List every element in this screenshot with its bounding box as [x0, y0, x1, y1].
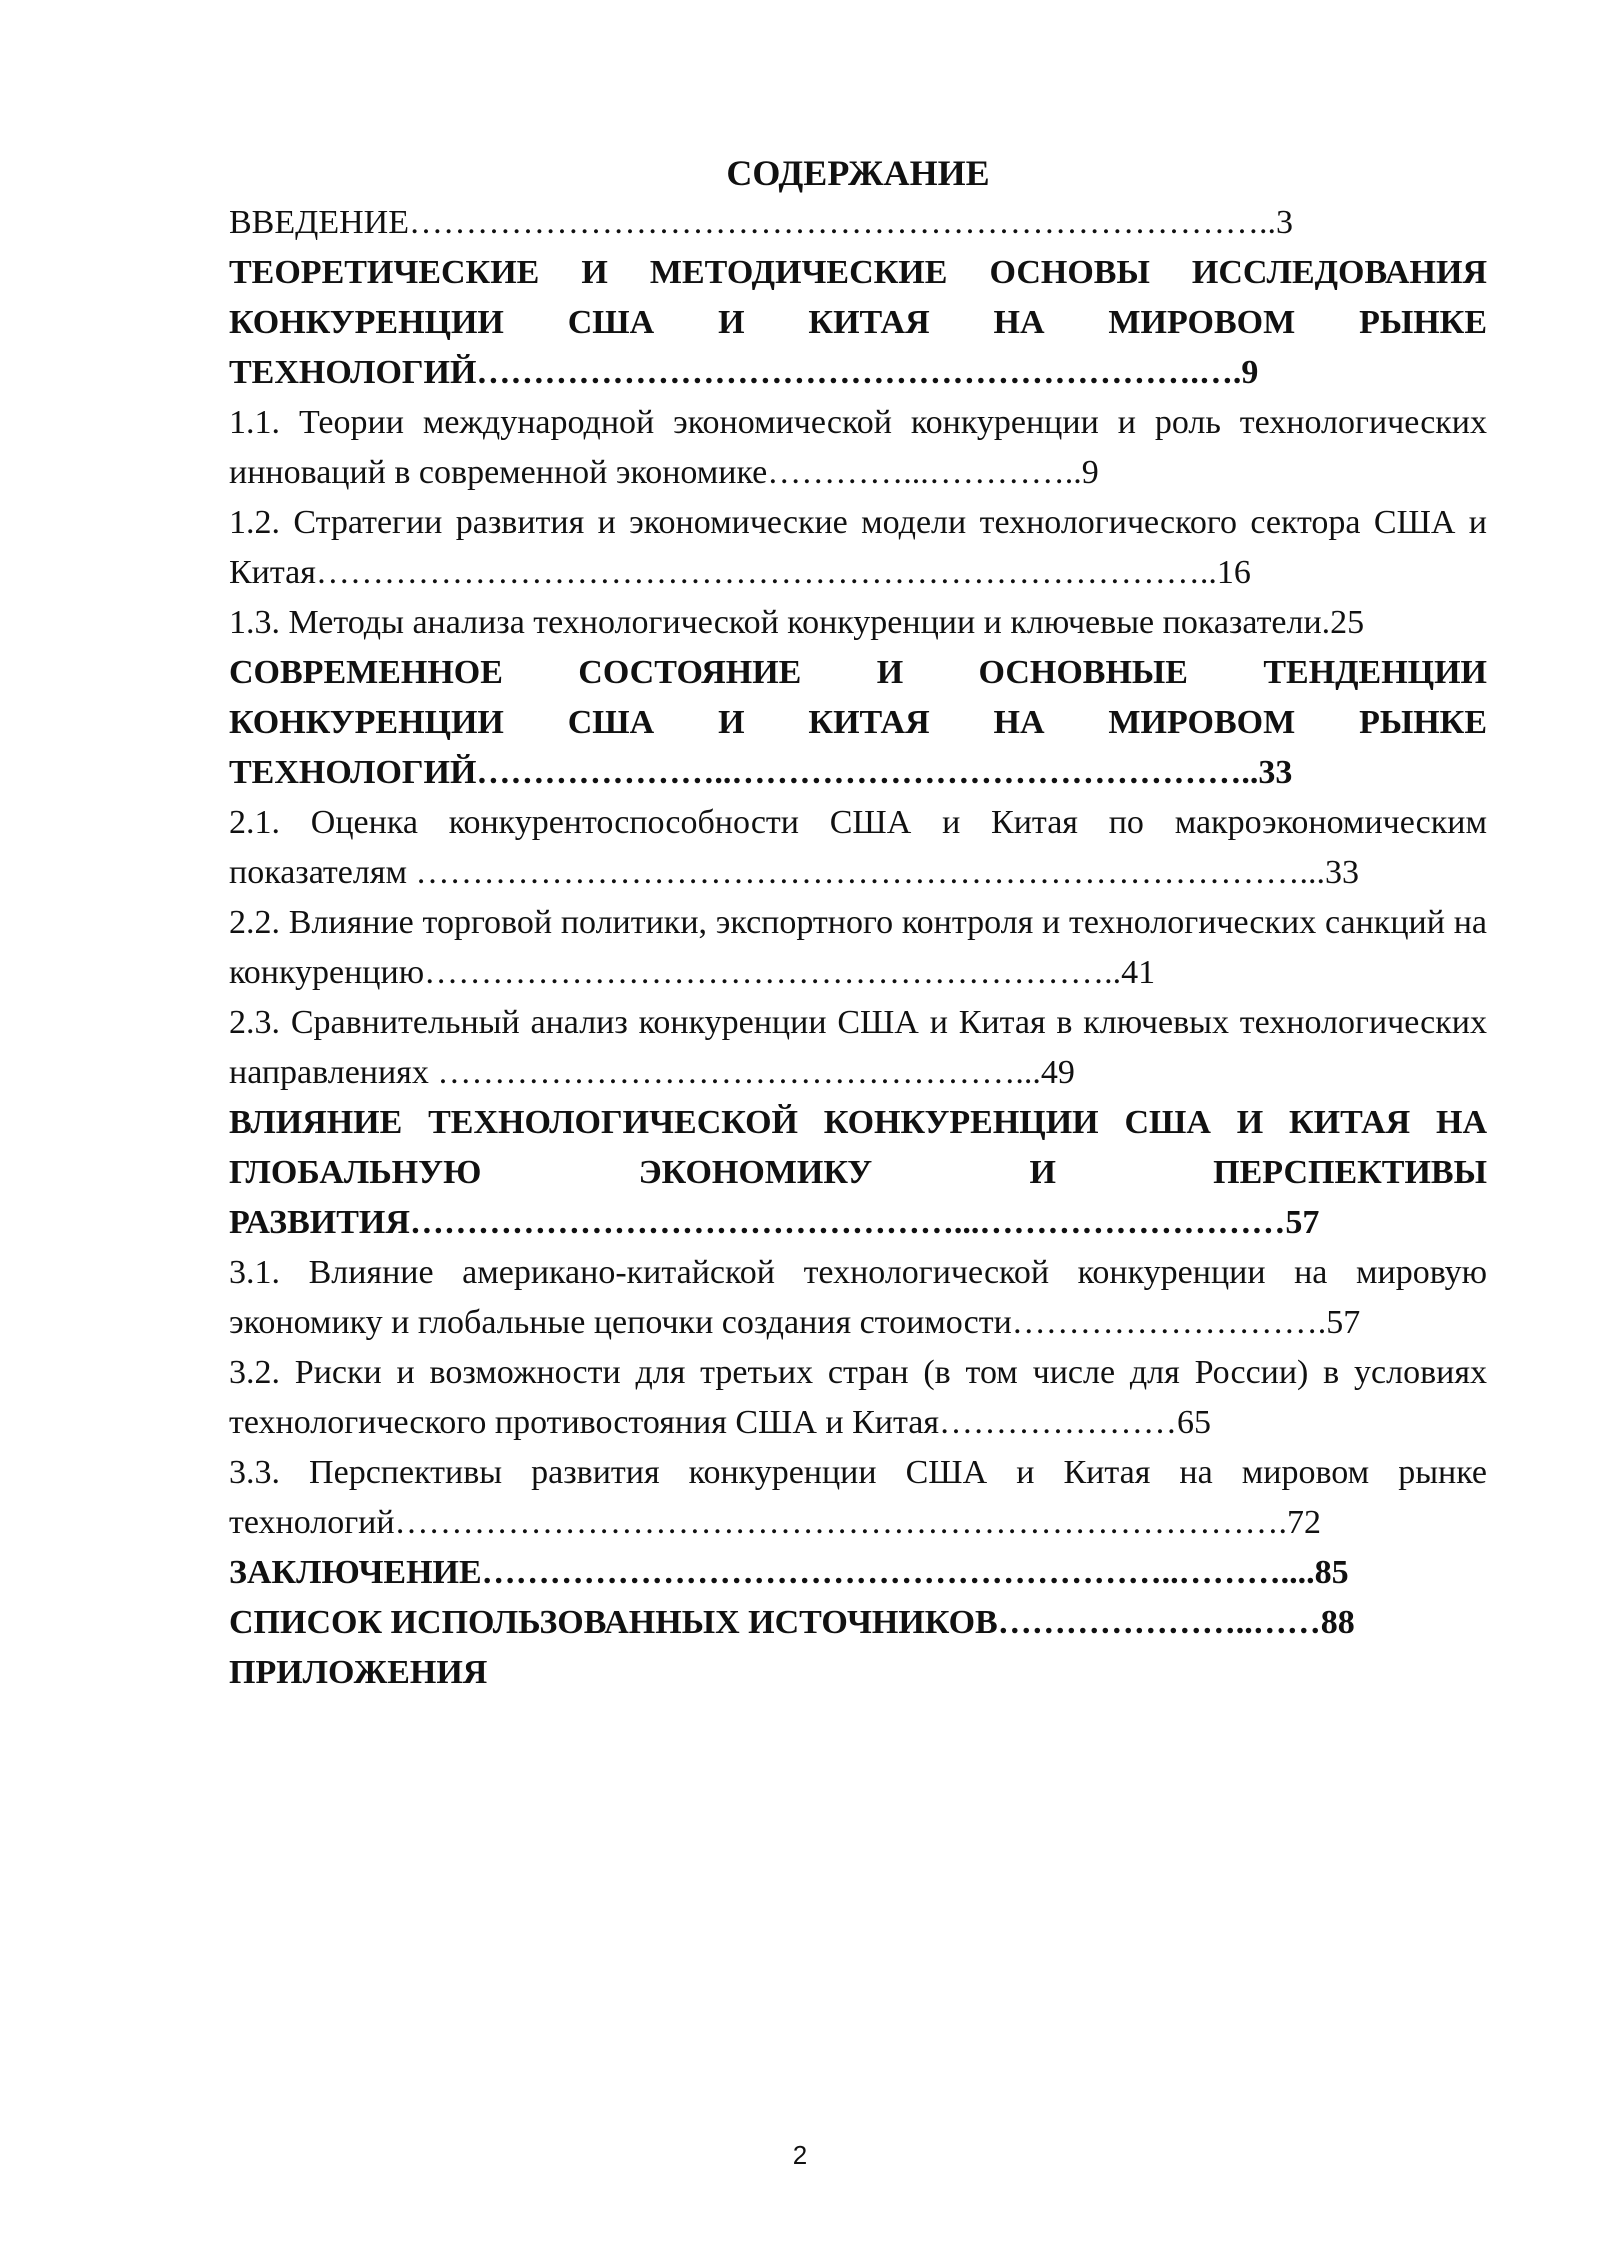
toc-section-entry: 3.3. Перспективы развития конкуренции США и Китая на мировом рынке технологий…………………………………………………………………….72 — [229, 1454, 1487, 1541]
toc-section-entry: 2.1. Оценка конкурентоспособности США и Китая по макроэкономическим показателям ……………………………………………………………………...33 — [229, 804, 1487, 891]
toc-chapter-entry: СОВРЕМЕННОЕ СОСТОЯНИЕ И ОСНОВНЫЕ ТЕНДЕНЦИИ КОНКУРЕНЦИИ США И КИТАЯ НА МИРОВОМ РЫНКЕ ТЕХНОЛОГИЙ…………………..………………………………………..33 — [229, 654, 1487, 791]
toc-section-entry: 1.2. Стратегии развития и экономические модели технологического сектора США и Китая……………………………………………………………………..16 — [229, 504, 1487, 591]
toc-title: СОДЕРЖАНИЕ — [726, 153, 990, 193]
toc-chapter-entry: ТЕОРЕТИЧЕСКИЕ И МЕТОДИЧЕСКИЕ ОСНОВЫ ИССЛЕДОВАНИЯ КОНКУРЕНЦИИ США И КИТАЯ НА МИРОВОМ РЫНКЕ ТЕХНОЛОГИЙ……………………………………………………….….9 — [229, 254, 1487, 391]
toc-section-entry: 1.3. Методы анализа технологической конкуренции и ключевые показатели.25 — [229, 604, 1365, 641]
toc-section-entry: ВВЕДЕНИЕ…………………………………………………………………..3 — [229, 204, 1293, 241]
toc-section-entry: 3.1. Влияние американо-китайской технологической конкуренции на мировую экономику и глобальные цепочки создания стоимости……………………….57 — [229, 1254, 1487, 1341]
toc-section-entry: 3.2. Риски и возможности для третьих стран (в том числе для России) в условиях технологического противостояния США и Китая…………………65 — [229, 1354, 1487, 1441]
toc-chapter-entry: СПИСОК ИСПОЛЬЗОВАННЫХ ИСТОЧНИКОВ…………………..……88 — [229, 1604, 1355, 1641]
toc-section-entry: 2.3. Сравнительный анализ конкуренции США и Китая в ключевых технологических направлениях ……………………………………………...49 — [229, 1004, 1487, 1091]
toc-entries — [229, 198, 1487, 1698]
toc-chapter-entry: ВЛИЯНИЕ ТЕХНОЛОГИЧЕСКОЙ КОНКУРЕНЦИИ США И КИТАЯ НА ГЛОБАЛЬНУЮ ЭКОНОМИКУ И ПЕРСПЕКТИВЫ РАЗВИТИЯ…………………………………………...………………………57 — [229, 1104, 1487, 1241]
toc-section-entry: 1.1. Теории международной экономической конкуренции и роль технологических инноваций в современной экономике…………...…………..9 — [229, 404, 1487, 491]
toc-section-entry: 2.2. Влияние торговой политики, экспортного контроля и технологических санкций на конкуренцию……………………………………………………..41 — [229, 904, 1487, 991]
page-number: 2 — [792, 2140, 808, 2170]
toc-chapter-entry: ЗАКЛЮЧЕНИЕ……………………………………………………..………....85 — [229, 1554, 1349, 1591]
table-of-contents — [229, 148, 1487, 1698]
toc-chapter-entry: ПРИЛОЖЕНИЯ — [229, 1654, 488, 1691]
